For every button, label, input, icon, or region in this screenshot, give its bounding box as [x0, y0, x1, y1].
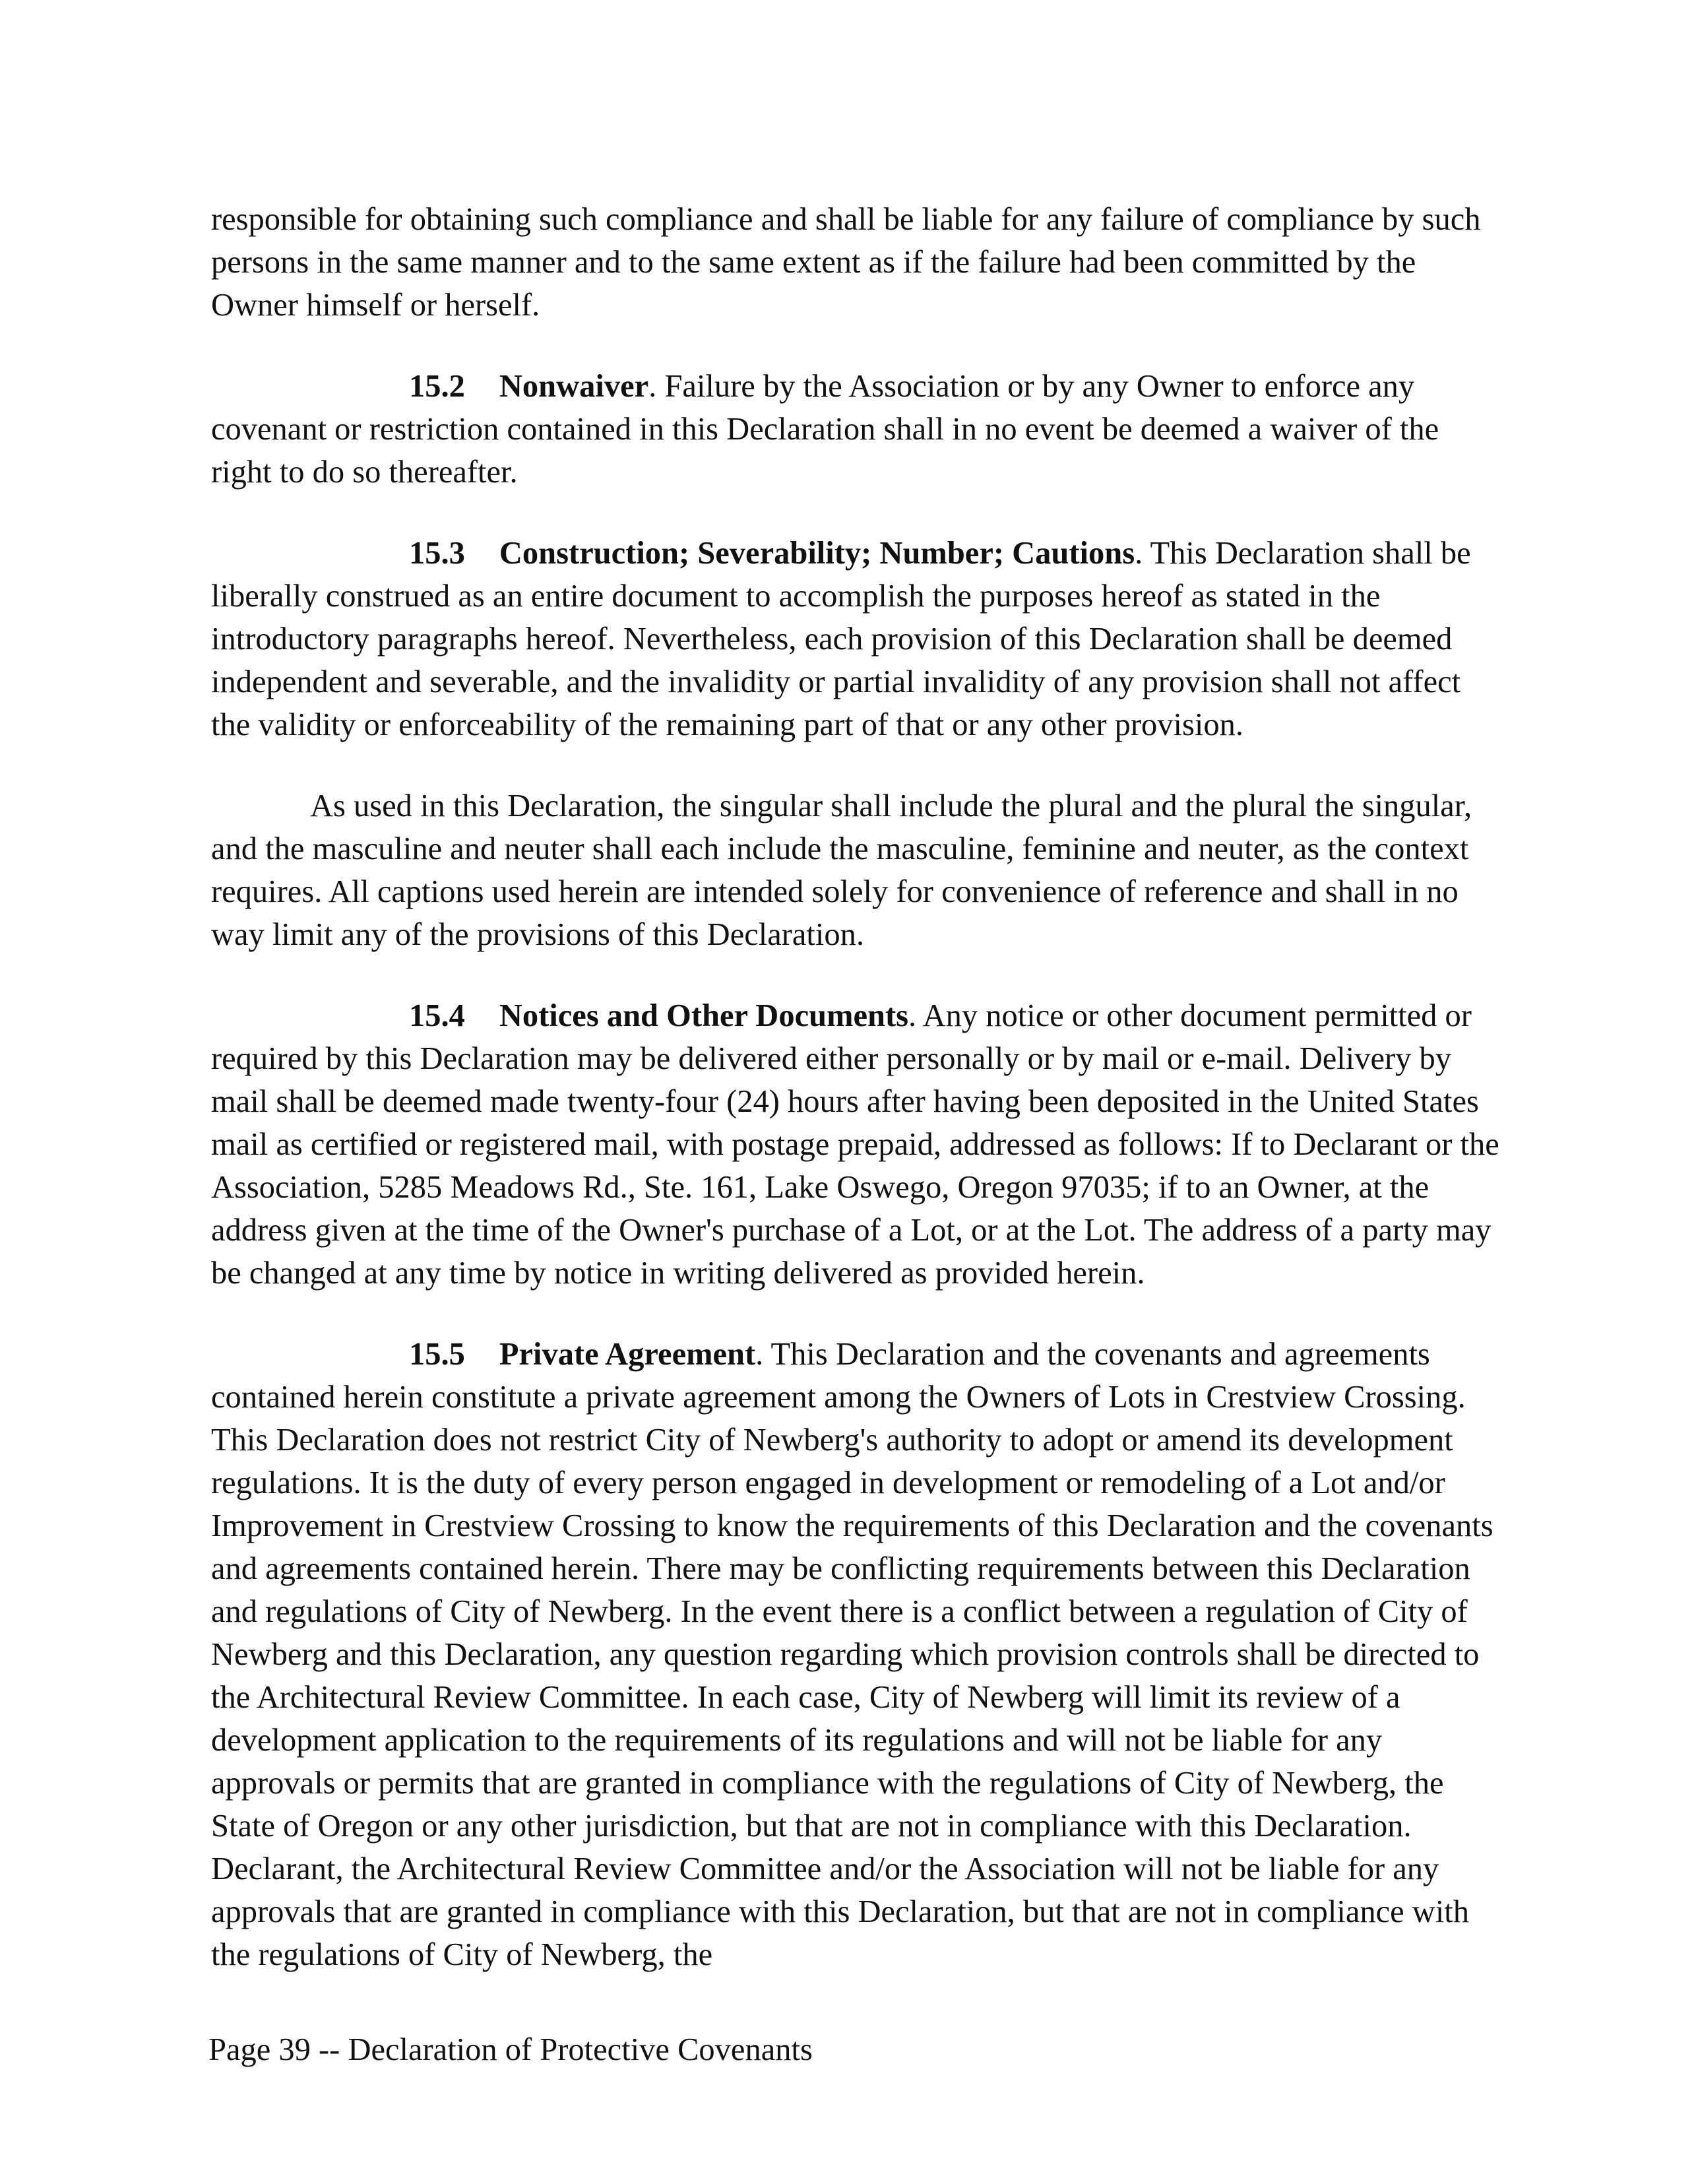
paragraph-text: As used in this Declaration, the singular shall include the plural and the plural the singular, and the masculine and neuter shall each include the masculine, feminine and neuter, as the context requires. All captions used herein are intended solely for convenience of reference and shall in no way limit any of the provisions of this Declaration. [211, 788, 1472, 952]
section-text: . This Declaration and the covenants and agreements contained herein constitute a private agreement among the Owners of Lots in Crestview Crossing. This Declaration does not restrict City of Newberg's authority to adopt or amend its development regulations. It is the duty of every person engaged in development or remodeling of a Lot and/or Improvement in Crestview Crossing to know the requirements of this Declaration and the covenants and agreements contained herein. There may be conflicting requirements between this Declaration and regulations of City of Newberg. In the event there is a conflict between a regulation of City of Newberg and this Declaration, any question regarding which provision controls shall be directed to the Architectural Review Committee. In each case, City of Newberg will limit its review of a development application to the requirements of its regulations and will not be liable for any approvals or permits that are granted in compliance with the regulations of City of Newberg, the State of Oregon or any other jurisdiction, but that are not in compliance with this Declaration. Declarant, the Architectural Review Committee and/or the Association will not be liable for any approvals that are granted in compliance with this Declaration, but that are not in compliance with the regulations of City of Newberg, the [211, 1337, 1493, 1972]
paragraph-continuation [211, 198, 1504, 327]
section-number: 15.5 [409, 1337, 465, 1372]
section-title: Construction; Severability; Number; Cautions [499, 536, 1135, 571]
section-text: . Failure by the Association or by any Owner to enforce any covenant or restriction contained in this Declaration shall in no event be deemed a waiver of the right to do so thereafter. [211, 369, 1439, 490]
section-15-3-construction [211, 532, 1504, 746]
section-text: . Any notice or other document permitted or required by this Declaration may be delivered either personally or by mail or e-mail. Delivery by mail shall be deemed made twenty-four (24) hours after having been deposited in the United States mail as certified or registered mail, with postage prepaid, addressed as follows: If to Declarant or the Association, 5285 Meadows Rd., Ste. 161, Lake Oswego, Oregon 97035; if to an Owner, at the address given at the time of the Owner's purchase of a Lot, or at the Lot. The address of a party may be changed at any time by notice in writing delivered as provided herein. [211, 998, 1499, 1291]
section-15-2-nonwaiver [211, 365, 1504, 494]
footer-text: Page 39 -- Declaration of Protective Covenants [208, 2032, 813, 2067]
document-body [211, 198, 1504, 2014]
section-text: . This Declaration shall be liberally construed as an entire document to accomplish the purposes hereof as stated in the introductory paragraphs hereof. Nevertheless, each provision of this Declaration shall be deemed independent and severable, and the invalidity or partial invalidity of any provision shall not affect the validity or enforceability of the remaining part of that or any other provision. [211, 536, 1471, 742]
section-number: 15.4 [409, 998, 465, 1033]
page-footer [208, 2030, 813, 2070]
section-15-5-private-agreement [211, 1333, 1504, 1976]
section-title: Nonwaiver [499, 369, 649, 404]
paragraph-singular-plural [211, 785, 1504, 956]
section-title: Private Agreement [499, 1337, 756, 1372]
section-15-4-notices [211, 994, 1504, 1295]
section-number: 15.3 [409, 536, 465, 571]
section-number: 15.2 [409, 369, 465, 404]
section-title: Notices and Other Documents [499, 998, 909, 1033]
paragraph-text: responsible for obtaining such compliance and shall be liable for any failure of compliance by such persons in the same manner and to the same extent as if the failure had been committed by the Owner himself or herself. [211, 202, 1481, 323]
